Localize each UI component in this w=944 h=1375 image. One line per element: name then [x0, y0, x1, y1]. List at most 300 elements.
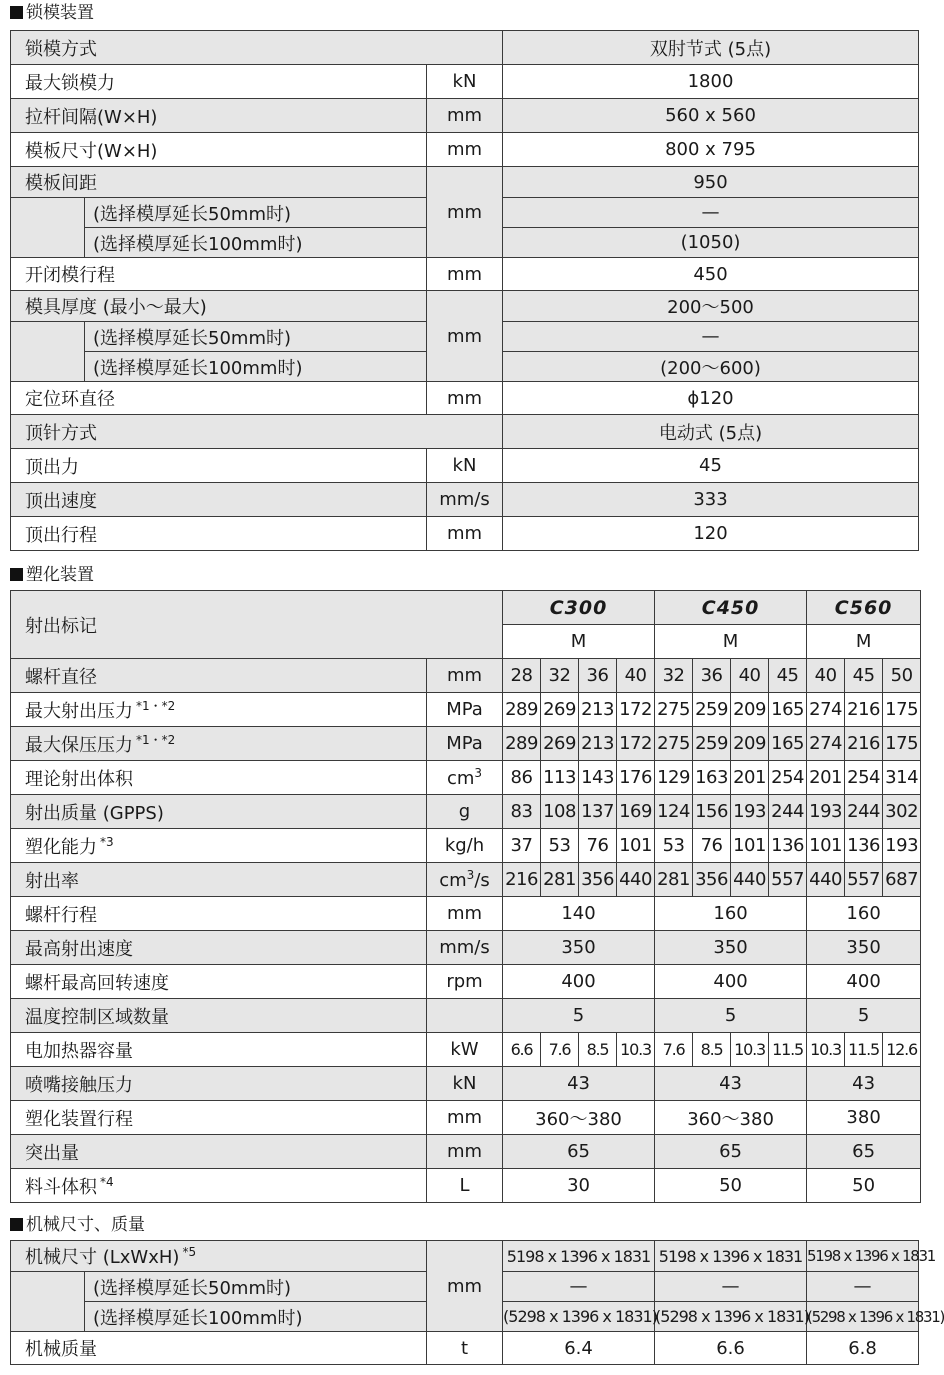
- value-cell: 156: [693, 795, 731, 829]
- table-row: [11, 167, 919, 198]
- value-cell: 160: [655, 897, 807, 931]
- indent-spacer: [11, 1302, 85, 1332]
- row-value: (200〜600): [503, 352, 919, 382]
- value-cell: 269: [541, 693, 579, 727]
- mass-value: 6.4: [503, 1332, 655, 1365]
- value-cell: 175: [883, 727, 921, 761]
- row-unit: [427, 727, 503, 761]
- row-label: 最大锁模力: [11, 65, 427, 99]
- model-header-c450: C450: [655, 591, 807, 625]
- value-cell: 36: [693, 659, 731, 693]
- row-value: 电动式 (5点): [503, 415, 919, 449]
- label-text: 螺杆直径: [25, 666, 97, 688]
- row-sublabel: (选择模厚延长100mm时): [85, 228, 427, 258]
- table-row: [11, 31, 919, 65]
- row-label: [11, 863, 427, 897]
- value-cell: 83: [503, 795, 541, 829]
- row-label: 拉杆间隔(W×H): [11, 99, 427, 133]
- indent-spacer: [11, 322, 85, 352]
- row-unit: [427, 761, 503, 795]
- value-cell: 45: [845, 659, 883, 693]
- value-cell: 289: [503, 693, 541, 727]
- dim-value: (5298 x 1396 x 1831): [503, 1302, 655, 1332]
- unit-superscript: 3: [466, 868, 475, 882]
- section-title-machine: [10, 1214, 145, 1236]
- value-cell: 165: [769, 727, 807, 761]
- value-cell: 289: [503, 727, 541, 761]
- row-value: 950: [503, 167, 919, 198]
- label-text: 塑化能力: [25, 836, 97, 858]
- value-cell: 8.5: [693, 1033, 731, 1067]
- row-label: 锁模方式: [11, 31, 503, 65]
- value-cell: 201: [807, 761, 845, 795]
- row-label: 顶出速度: [11, 483, 427, 517]
- value-cell: 163: [693, 761, 731, 795]
- value-cell: 50: [883, 659, 921, 693]
- label-text: 最大保压压力: [25, 734, 133, 756]
- value-cell: 43: [655, 1067, 807, 1101]
- value-cell: 43: [807, 1067, 921, 1101]
- dim-value: 5198 x 1396 x 1831: [503, 1241, 655, 1272]
- table-row: [11, 829, 921, 863]
- table-row: [11, 258, 919, 291]
- square-bullet-icon: [10, 568, 23, 581]
- value-cell: 40: [807, 659, 845, 693]
- row-value: 120: [503, 517, 919, 551]
- row-label: 模具厚度 (最小〜最大): [11, 291, 427, 322]
- value-cell: 113: [541, 761, 579, 795]
- unit-text: cm: [439, 870, 467, 891]
- row-value: 560 x 560: [503, 99, 919, 133]
- value-cell: 10.3: [731, 1033, 769, 1067]
- table-row: [11, 727, 921, 761]
- value-cell: 5: [655, 999, 807, 1033]
- unit-superscript: 3: [474, 766, 483, 780]
- indent-spacer: [11, 228, 85, 258]
- table-row: [11, 517, 919, 551]
- footnote-mark: *5: [182, 1245, 197, 1259]
- table-row: [11, 965, 921, 999]
- table-row: [11, 382, 919, 415]
- value-cell: 259: [693, 693, 731, 727]
- value-cell: 557: [845, 863, 883, 897]
- screw-type: M: [503, 625, 655, 659]
- row-unit: t: [427, 1332, 503, 1365]
- row-label: 射出标记: [11, 591, 503, 659]
- footnote-mark: *4: [100, 1174, 114, 1189]
- value-cell: 30: [503, 1169, 655, 1203]
- value-cell: 37: [503, 829, 541, 863]
- value-cell: 5: [503, 999, 655, 1033]
- unit-text: g: [458, 801, 471, 822]
- value-cell: 32: [655, 659, 693, 693]
- value-cell: 400: [655, 965, 807, 999]
- value-cell: 193: [883, 829, 921, 863]
- value-cell: 275: [655, 693, 693, 727]
- dim-value: 5198 x 1396 x 1831: [655, 1241, 807, 1272]
- table-row: [11, 99, 919, 133]
- table-row: [11, 591, 921, 625]
- value-cell: 356: [579, 863, 617, 897]
- row-value: (1050): [503, 228, 919, 258]
- row-unit: [427, 1135, 503, 1169]
- row-value: 450: [503, 258, 919, 291]
- value-cell: 356: [693, 863, 731, 897]
- value-cell: 380: [807, 1101, 921, 1135]
- row-label: [11, 897, 427, 931]
- value-cell: 6.6: [503, 1033, 541, 1067]
- table-row: [11, 1101, 921, 1135]
- table-row: [11, 133, 919, 167]
- row-value: —: [503, 198, 919, 228]
- label-text: 机械尺寸 (LxWxH): [25, 1247, 180, 1268]
- dim-value: (5298 x 1396 x 1831): [655, 1302, 807, 1332]
- value-cell: 400: [503, 965, 655, 999]
- label-text: 螺杆最高回转速度: [25, 972, 169, 994]
- table-row: [11, 1241, 919, 1272]
- dim-value: —: [655, 1272, 807, 1302]
- row-label: [11, 1241, 427, 1272]
- table-row: [11, 795, 921, 829]
- value-cell: 687: [883, 863, 921, 897]
- table-row: [11, 863, 921, 897]
- table-row: [11, 352, 919, 382]
- row-label: [11, 931, 427, 965]
- table-row: [11, 761, 921, 795]
- table-row: [11, 483, 919, 517]
- row-label: [11, 659, 427, 693]
- value-cell: 32: [541, 659, 579, 693]
- label-text: 温度控制区域数量: [25, 1006, 169, 1028]
- row-label: [11, 1135, 427, 1169]
- unit-text: kN: [452, 1073, 477, 1094]
- row-value: 45: [503, 449, 919, 483]
- value-cell: 10.3: [807, 1033, 845, 1067]
- unit-text: MPa: [446, 699, 483, 720]
- value-cell: 160: [807, 897, 921, 931]
- unit-text: kg/h: [444, 835, 485, 856]
- value-cell: 169: [617, 795, 655, 829]
- value-cell: 274: [807, 693, 845, 727]
- value-cell: 101: [617, 829, 655, 863]
- value-cell: 274: [807, 727, 845, 761]
- value-cell: 65: [655, 1135, 807, 1169]
- value-cell: 12.6: [883, 1033, 921, 1067]
- row-value: 200〜500: [503, 291, 919, 322]
- label-text: 塑化装置行程: [25, 1108, 133, 1130]
- value-cell: 350: [807, 931, 921, 965]
- row-label: [11, 1067, 427, 1101]
- value-cell: 53: [655, 829, 693, 863]
- model-header-c560: C560: [807, 591, 921, 625]
- model-header-c300: C300: [503, 591, 655, 625]
- value-cell: 254: [769, 761, 807, 795]
- unit-text: mm: [446, 1141, 483, 1162]
- label-text: 最大射出压力: [25, 700, 133, 722]
- value-cell: 65: [807, 1135, 921, 1169]
- row-unit-spacer: [427, 228, 503, 258]
- label-text: 最高射出速度: [25, 938, 133, 960]
- section-title-text: 机械尺寸、质量: [26, 1215, 145, 1235]
- row-unit: kN: [427, 65, 503, 99]
- row-unit: [427, 693, 503, 727]
- value-cell: 10.3: [617, 1033, 655, 1067]
- clamp-table: [10, 30, 919, 551]
- row-value: ϕ120: [503, 382, 919, 415]
- value-cell: 244: [769, 795, 807, 829]
- row-label: 机械质量: [11, 1332, 427, 1365]
- footnote-mark: *3: [100, 834, 114, 849]
- row-unit: [427, 1101, 503, 1135]
- table-row: [11, 291, 919, 322]
- value-cell: 143: [579, 761, 617, 795]
- table-row: [11, 1033, 921, 1067]
- value-cell: 136: [769, 829, 807, 863]
- value-cell: 254: [845, 761, 883, 795]
- table-row: [11, 449, 919, 483]
- row-label: [11, 999, 427, 1033]
- table-row: [11, 1067, 921, 1101]
- row-label: [11, 829, 427, 863]
- row-unit: [427, 897, 503, 931]
- row-value: 双肘节式 (5点): [503, 31, 919, 65]
- value-cell: 140: [503, 897, 655, 931]
- section-title-text: 塑化装置: [26, 565, 94, 585]
- value-cell: 350: [655, 931, 807, 965]
- value-cell: 101: [731, 829, 769, 863]
- unit-text: mm: [446, 1107, 483, 1128]
- unit-text: mm: [446, 665, 483, 686]
- value-cell: 440: [807, 863, 845, 897]
- table-row: [11, 198, 919, 228]
- table-row: [11, 322, 919, 352]
- value-cell: 275: [655, 727, 693, 761]
- row-label: [11, 693, 427, 727]
- label-text: 射出质量 (GPPS): [25, 802, 164, 824]
- value-cell: 76: [579, 829, 617, 863]
- value-cell: 45: [769, 659, 807, 693]
- unit-text: kW: [450, 1039, 479, 1060]
- label-text: 螺杆行程: [25, 904, 97, 926]
- footnote-mark: *1・*2: [136, 698, 176, 713]
- value-cell: 216: [845, 693, 883, 727]
- unit-text: mm/s: [439, 937, 490, 958]
- machine-table: [10, 1240, 944, 1365]
- value-cell: 7.6: [655, 1033, 693, 1067]
- row-unit: [427, 1169, 503, 1203]
- value-cell: 193: [731, 795, 769, 829]
- row-unit-spacer: [427, 352, 503, 382]
- value-cell: 244: [845, 795, 883, 829]
- value-cell: 269: [541, 727, 579, 761]
- row-label: [11, 1101, 427, 1135]
- value-cell: 65: [503, 1135, 655, 1169]
- value-cell: 43: [503, 1067, 655, 1101]
- value-cell: 281: [655, 863, 693, 897]
- value-cell: 209: [731, 727, 769, 761]
- row-unit: mm: [427, 133, 503, 167]
- value-cell: 281: [541, 863, 579, 897]
- value-cell: 209: [731, 693, 769, 727]
- square-bullet-icon: [10, 6, 23, 19]
- row-sublabel: (选择模厚延长100mm时): [85, 1302, 427, 1332]
- value-cell: 360〜380: [503, 1101, 655, 1135]
- unit-text: L: [459, 1175, 470, 1196]
- row-label: [11, 1033, 427, 1067]
- value-cell: 53: [541, 829, 579, 863]
- row-value: 800 x 795: [503, 133, 919, 167]
- row-unit: [427, 829, 503, 863]
- row-unit: [427, 863, 503, 897]
- row-label: [11, 795, 427, 829]
- row-value: 1800: [503, 65, 919, 99]
- row-label: 定位环直径: [11, 382, 427, 415]
- row-unit: mm: [427, 517, 503, 551]
- value-cell: 50: [807, 1169, 921, 1203]
- table-row: [11, 999, 921, 1033]
- row-unit: mm: [427, 1241, 503, 1332]
- unit-text: cm: [446, 768, 475, 789]
- table-row: [11, 228, 919, 258]
- row-unit: mm: [427, 322, 503, 352]
- value-cell: 175: [883, 693, 921, 727]
- label-text: 料斗体积: [25, 1176, 97, 1198]
- value-cell: 11.5: [769, 1033, 807, 1067]
- row-unit-spacer: [427, 167, 503, 198]
- row-unit: mm: [427, 382, 503, 415]
- row-unit: [427, 931, 503, 965]
- table-row: [11, 1169, 921, 1203]
- table-row: [11, 65, 919, 99]
- row-label: [11, 761, 427, 795]
- row-label: 顶出行程: [11, 517, 427, 551]
- value-cell: 8.5: [579, 1033, 617, 1067]
- row-unit: kN: [427, 449, 503, 483]
- value-cell: 172: [617, 693, 655, 727]
- value-cell: 440: [617, 863, 655, 897]
- dim-value: —: [807, 1272, 919, 1302]
- row-label: [11, 1169, 427, 1203]
- indent-spacer: [11, 352, 85, 382]
- table-row: [11, 1135, 921, 1169]
- value-cell: 314: [883, 761, 921, 795]
- footnote-mark: *1・*2: [136, 732, 176, 747]
- value-cell: 360〜380: [655, 1101, 807, 1135]
- row-label: 模板间距: [11, 167, 427, 198]
- row-label: [11, 727, 427, 761]
- row-unit: [427, 795, 503, 829]
- dim-value: 5198 x 1396 x 1831: [807, 1241, 919, 1272]
- square-bullet-icon: [10, 1218, 23, 1231]
- row-unit: mm: [427, 258, 503, 291]
- value-cell: 176: [617, 761, 655, 795]
- row-label: 顶出力: [11, 449, 427, 483]
- value-cell: 557: [769, 863, 807, 897]
- label-text: 喷嘴接触压力: [25, 1074, 133, 1096]
- indent-spacer: [11, 1272, 85, 1302]
- mass-value: 6.6: [655, 1332, 807, 1365]
- value-cell: 400: [807, 965, 921, 999]
- row-value: —: [503, 322, 919, 352]
- row-unit-spacer: [427, 291, 503, 322]
- table-row: [11, 1332, 919, 1365]
- table-row: [11, 693, 921, 727]
- row-unit: [427, 659, 503, 693]
- section-title-clamp: [10, 2, 94, 24]
- row-unit: [427, 1067, 503, 1101]
- value-cell: 40: [617, 659, 655, 693]
- value-cell: 216: [503, 863, 541, 897]
- value-cell: 440: [731, 863, 769, 897]
- value-cell: 5: [807, 999, 921, 1033]
- value-cell: 129: [655, 761, 693, 795]
- inject-table: [10, 590, 921, 1203]
- unit-text: mm: [446, 903, 483, 924]
- screw-type: M: [807, 625, 921, 659]
- value-cell: 216: [845, 727, 883, 761]
- row-unit: mm/s: [427, 483, 503, 517]
- row-label: [11, 965, 427, 999]
- value-cell: 108: [541, 795, 579, 829]
- dim-value: (5298 x 1396 x 1831): [807, 1302, 919, 1332]
- value-cell: 137: [579, 795, 617, 829]
- value-cell: 136: [845, 829, 883, 863]
- value-cell: 213: [579, 727, 617, 761]
- row-unit: [427, 1033, 503, 1067]
- row-label: 开闭模行程: [11, 258, 427, 291]
- unit-text: MPa: [446, 733, 483, 754]
- value-cell: 36: [579, 659, 617, 693]
- screw-type: M: [655, 625, 807, 659]
- dim-value: —: [503, 1272, 655, 1302]
- table-row: [11, 415, 919, 449]
- value-cell: 101: [807, 829, 845, 863]
- value-cell: 124: [655, 795, 693, 829]
- label-text: 理论射出体积: [25, 768, 133, 790]
- value-cell: 28: [503, 659, 541, 693]
- row-unit: mm: [427, 99, 503, 133]
- value-cell: 302: [883, 795, 921, 829]
- section-title-inject: [10, 564, 94, 586]
- table-row: [11, 931, 921, 965]
- mass-value: 6.8: [807, 1332, 919, 1365]
- row-unit: [427, 965, 503, 999]
- value-cell: 11.5: [845, 1033, 883, 1067]
- label-text: 突出量: [25, 1142, 79, 1164]
- value-cell: 213: [579, 693, 617, 727]
- row-sublabel: (选择模厚延长50mm时): [85, 322, 427, 352]
- row-unit: [427, 999, 503, 1033]
- value-cell: 172: [617, 727, 655, 761]
- row-unit: mm: [427, 198, 503, 228]
- row-sublabel: (选择模厚延长50mm时): [85, 198, 427, 228]
- label-text: 电加热器容量: [25, 1040, 133, 1062]
- value-cell: 50: [655, 1169, 807, 1203]
- row-sublabel: (选择模厚延长50mm时): [85, 1272, 427, 1302]
- row-value: 333: [503, 483, 919, 517]
- unit-text: rpm: [446, 971, 483, 992]
- indent-spacer: [11, 198, 85, 228]
- row-label: 模板尺寸(W×H): [11, 133, 427, 167]
- value-cell: 193: [807, 795, 845, 829]
- value-cell: 40: [731, 659, 769, 693]
- value-cell: 86: [503, 761, 541, 795]
- row-sublabel: (选择模厚延长100mm时): [85, 352, 427, 382]
- table-row: [11, 897, 921, 931]
- value-cell: 259: [693, 727, 731, 761]
- value-cell: 350: [503, 931, 655, 965]
- value-cell: 7.6: [541, 1033, 579, 1067]
